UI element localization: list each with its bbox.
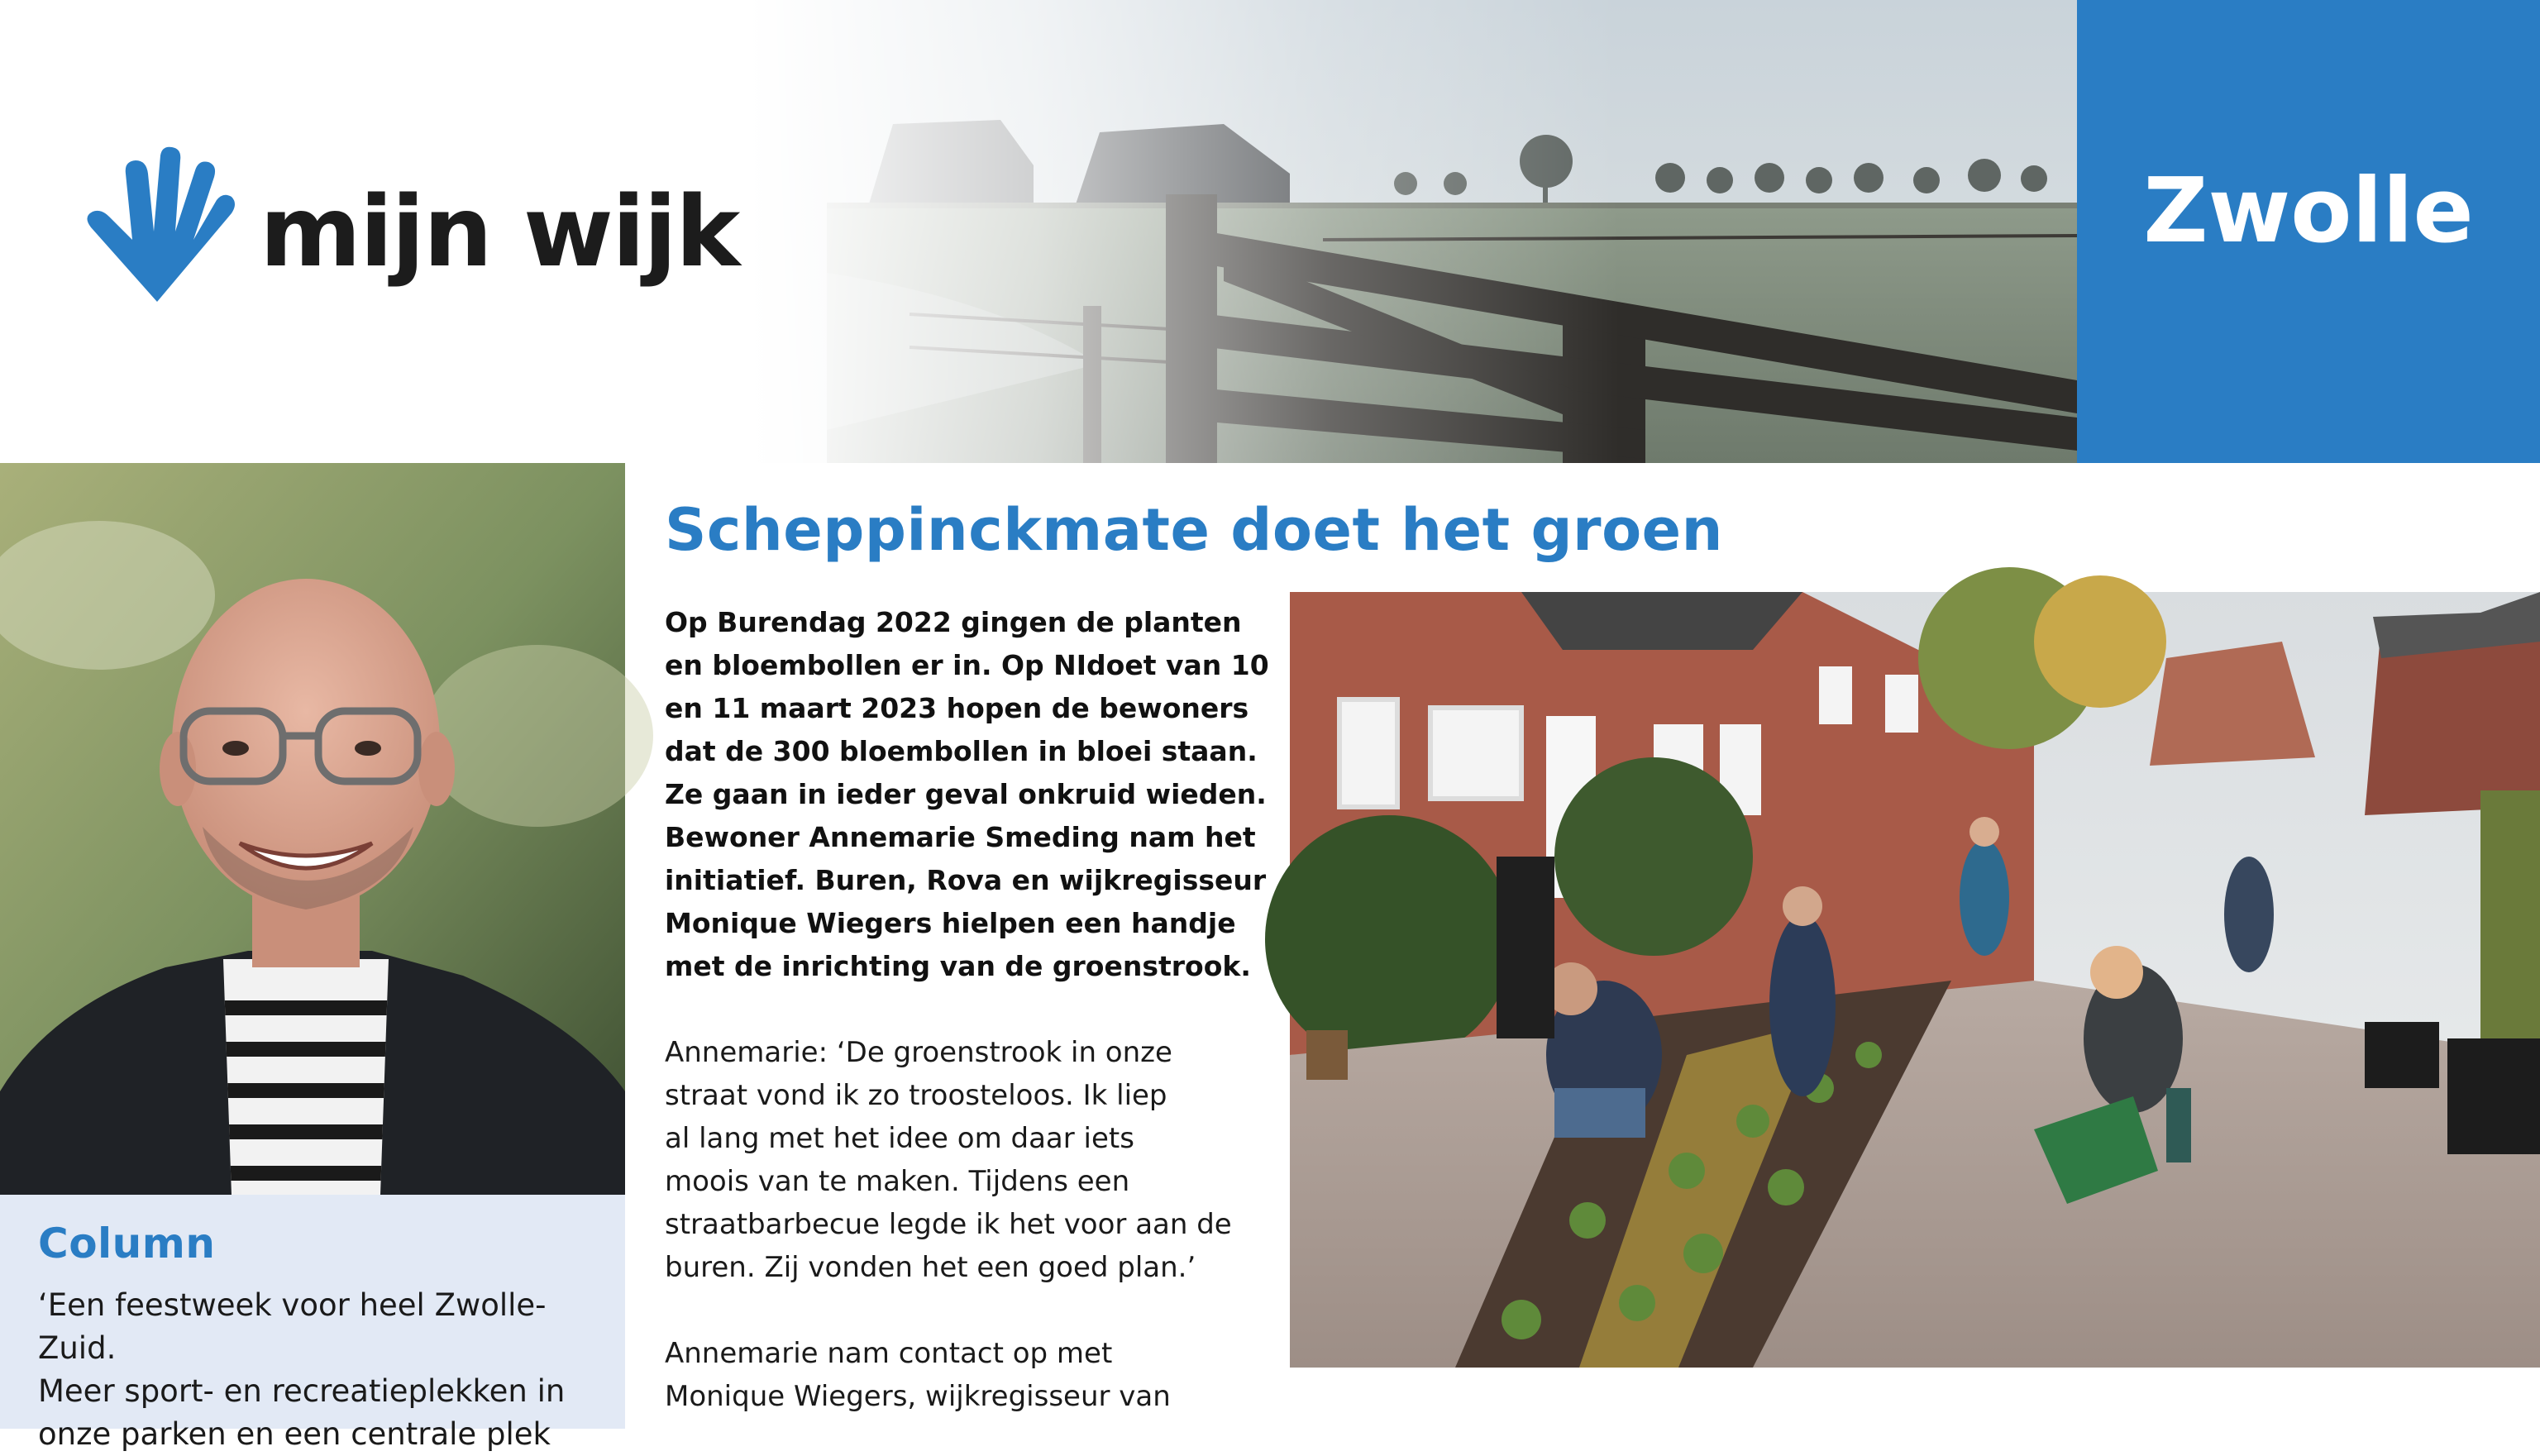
logo-wordmark: mijn wijk	[260, 174, 739, 289]
lead-line: met de inrichting van de groenstrook.	[665, 950, 1251, 982]
article-lead	[665, 601, 1269, 988]
paragraph-line: buren. Zij vonden het een goed plan.’	[665, 1251, 1196, 1284]
column-text	[38, 1284, 587, 1456]
column-heading: Column	[38, 1220, 216, 1267]
column-line: ‘Een feestweek voor heel Zwolle-Zuid.	[38, 1287, 547, 1366]
column-line: onze parken en een centrale plek	[38, 1416, 551, 1452]
article-title: Scheppinckmate doet het groen	[665, 496, 1723, 564]
paragraph-line: Annemarie: ‘De groenstrook in onze	[665, 1036, 1172, 1069]
column-line: Meer sport- en recreatieplekken in	[38, 1373, 566, 1409]
brand-logo	[74, 149, 738, 314]
header-banner	[0, 0, 2540, 463]
article-photo	[1290, 592, 2540, 1368]
column-section	[0, 463, 625, 1452]
paragraph-line: moois van te maken. Tijdens een	[665, 1165, 1130, 1198]
lead-line: Ze gaan in ieder geval onkruid wieden.	[665, 778, 1267, 810]
lead-line: en bloembollen er in. Op NIdoet van 10	[665, 649, 1269, 681]
paragraph-line: Monique Wiegers, wijkregisseur van	[665, 1380, 1171, 1413]
lead-line: dat de 300 bloembollen in bloei staan.	[665, 735, 1258, 767]
article-paragraph	[665, 1031, 1260, 1289]
paragraph-line: straatbarbecue legde ik het voor aan de	[665, 1208, 1232, 1241]
paragraph-line: Annemarie nam contact op met	[665, 1337, 1113, 1370]
lead-line: Bewoner Annemarie Smeding nam het	[665, 821, 1256, 853]
city-name: Zwolle	[2143, 159, 2474, 263]
columnist-portrait	[0, 463, 625, 1195]
article-paragraph	[665, 1332, 1260, 1418]
lead-line: initiatief. Buren, Rova en wijkregisseur	[665, 864, 1267, 896]
article-body	[665, 601, 1269, 1418]
lead-line: Monique Wiegers hielpen een handje	[665, 907, 1236, 939]
paragraph-line: al lang met het idee om daar iets	[665, 1122, 1134, 1155]
lead-line: Op Burendag 2022 gingen de planten	[665, 606, 1242, 638]
column-box	[0, 1195, 625, 1452]
lead-line: en 11 maart 2023 hopen de bewoners	[665, 692, 1249, 724]
hand-logo-icon	[74, 149, 240, 314]
city-banner	[2077, 0, 2540, 463]
paragraph-line: straat vond ik zo troosteloos. Ik liep	[665, 1079, 1167, 1112]
